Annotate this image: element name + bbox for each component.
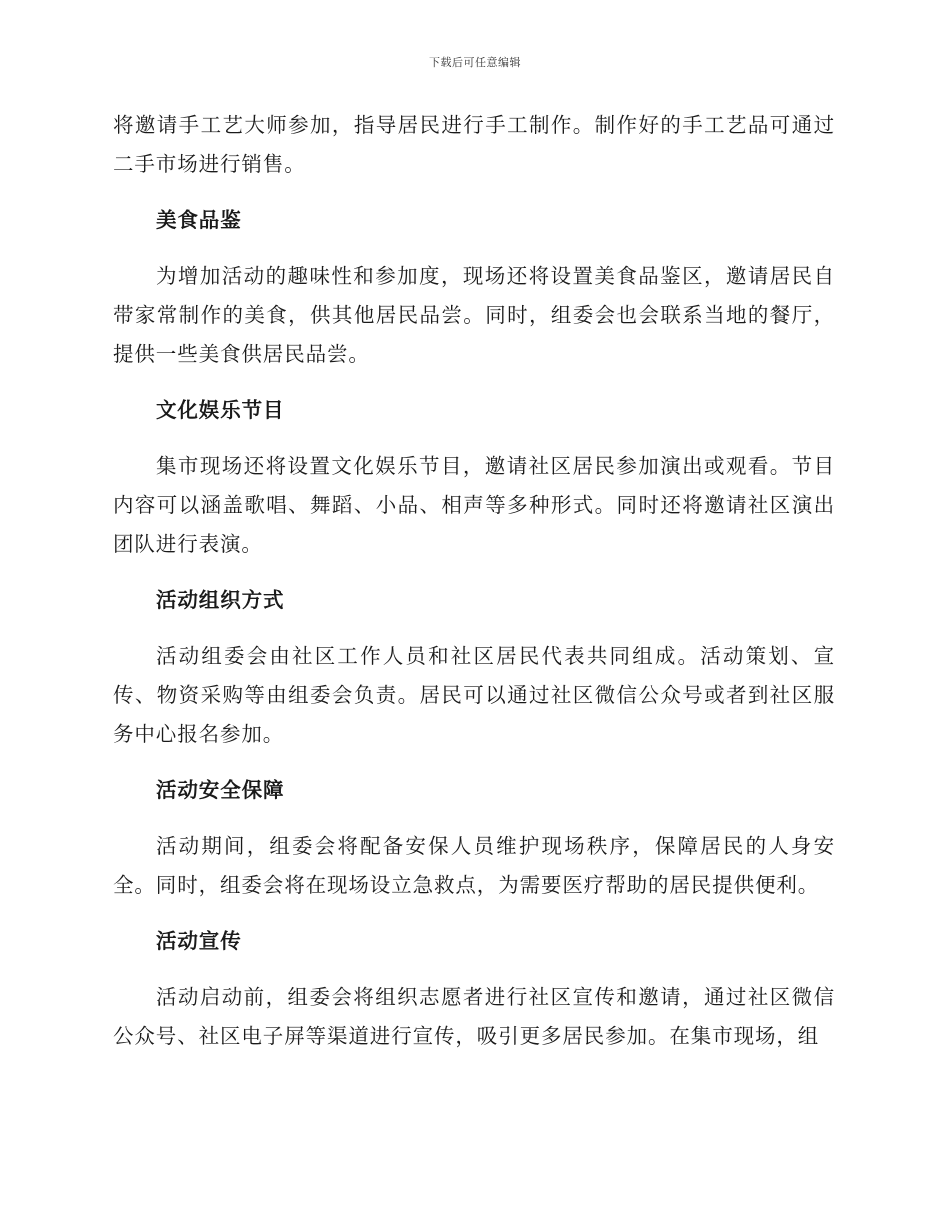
document-body [113, 106, 835, 1073]
section-heading-publicity: 活动宣传 [156, 929, 242, 953]
paragraph-food-tasting: 为增加活动的趣味性和参加度，现场还将设置美食品鉴区，邀请居民自带家常制作的美食，供其他居民品尝。同时，组委会也会联系当地的餐厅，提供一些美食供居民品尝。 [113, 264, 835, 366]
paragraph-handicraft-continued: 将邀请手工艺大师参加，指导居民进行手工制作。制作好的手工艺品可通过二手市场进行销售。 [113, 113, 835, 176]
paragraph-entertainment: 集市现场还将设置文化娱乐节目，邀请社区居民参加演出或观看。节目内容可以涵盖歌唱、舞蹈、小品、相声等多种形式。同时还将邀请社区演出团队进行表演。 [113, 454, 835, 556]
section-heading-food-tasting: 美食品鉴 [156, 208, 242, 232]
section-heading-entertainment: 文化娱乐节目 [156, 398, 285, 422]
paragraph-publicity: 活动启动前，组委会将组织志愿者进行社区宣传和邀请，通过社区微信公众号、社区电子屏等渠道进行宣传，吸引更多居民参加。在集市现场，组 [113, 985, 835, 1048]
paragraph-organization: 活动组委会由社区工作人员和社区居民代表共同组成。活动策划、宣传、物资采购等由组委会负责。居民可以通过社区微信公众号或者到社区服务中心报名参加。 [113, 644, 835, 746]
paragraph-safety: 活动期间，组委会将配备安保人员维护现场秩序，保障居民的人身安全。同时，组委会将在现场设立急救点，为需要医疗帮助的居民提供便利。 [113, 834, 835, 897]
page-header-note: 下载后可任意编辑 [429, 56, 521, 69]
section-heading-safety: 活动安全保障 [156, 778, 285, 802]
section-heading-organization: 活动组织方式 [156, 588, 285, 612]
